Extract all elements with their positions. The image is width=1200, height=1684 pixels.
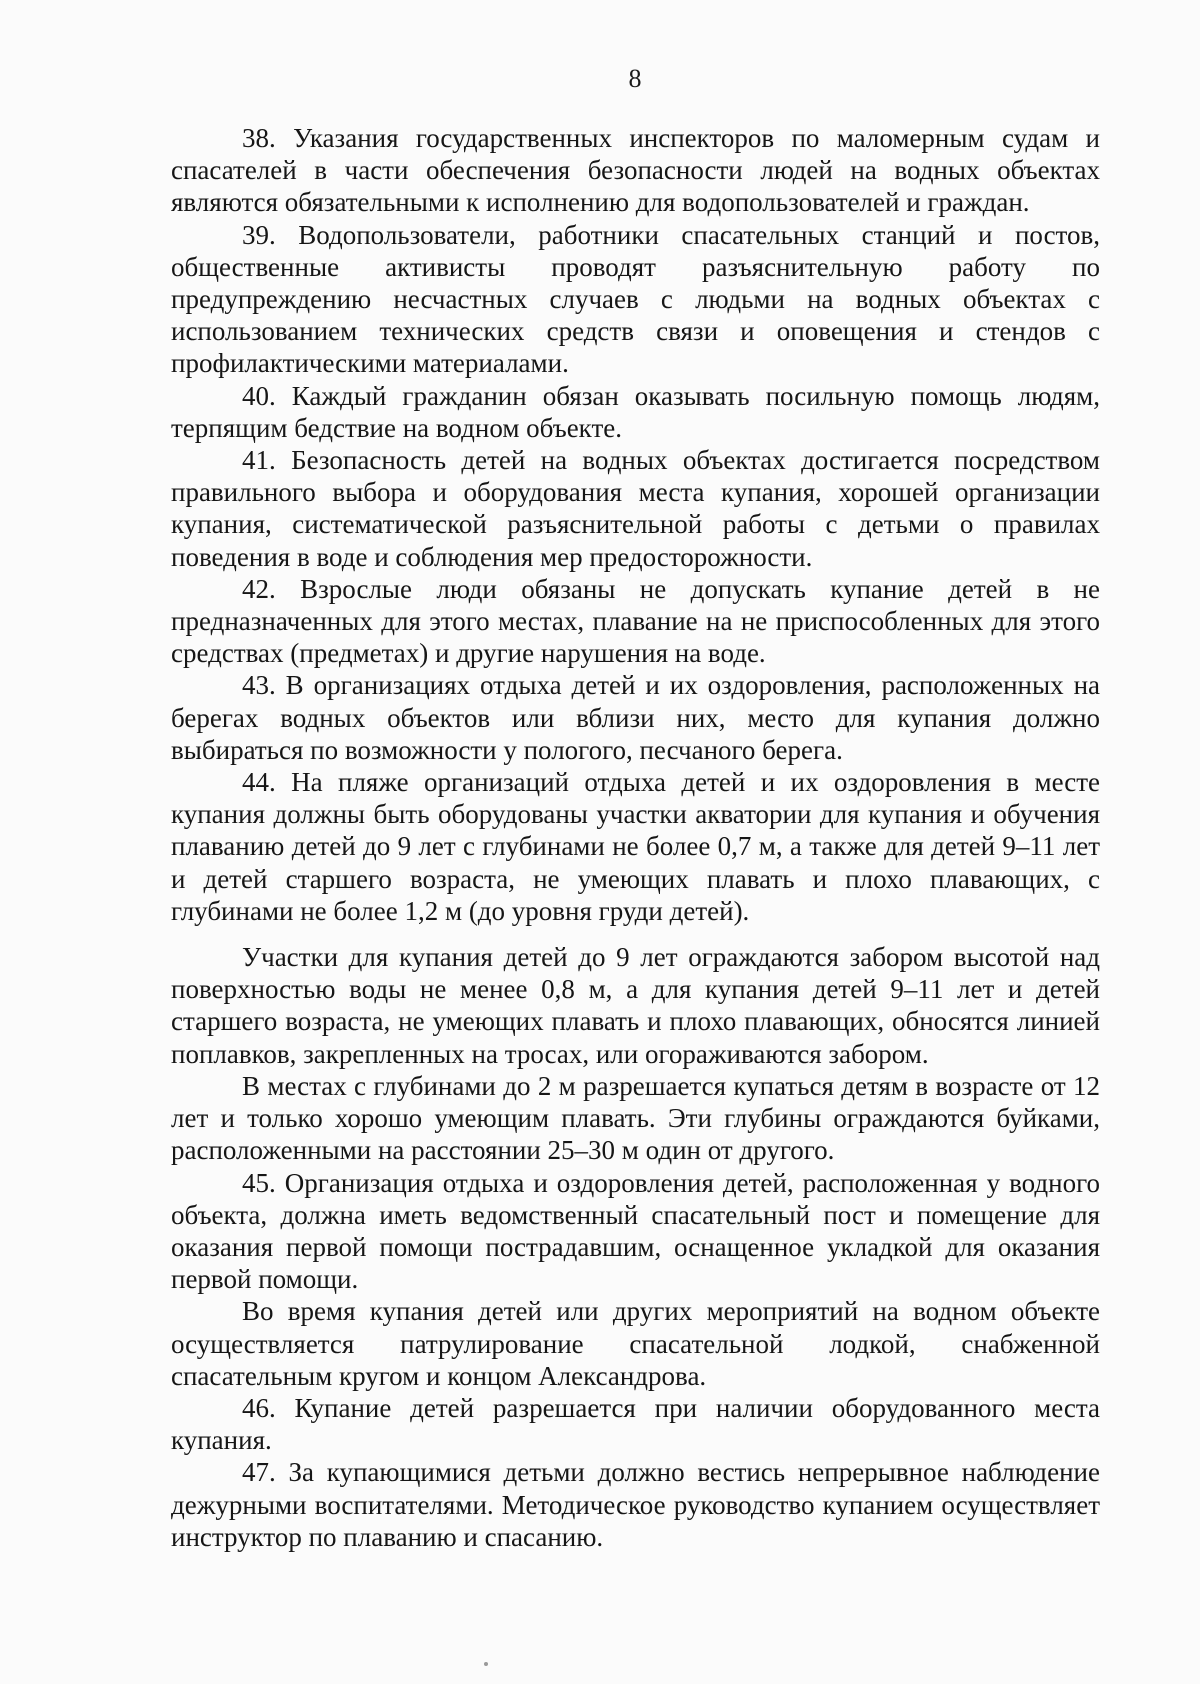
paragraph-43: 43. В организациях отдыха детей и их оздоровления, расположенных на берегах водных объектов или вблизи них, место для купания должно выбираться по возможности у пологого, песчаного берега. xyxy=(171,670,1100,765)
paragraph-41: 41. Безопасность детей на водных объектах достигается посредством правильного выбора и оборудования места купания, хорошей организации купания, систематической разъяснительной работы с детьми о правилах поведения в воде и соблюдения мер предосторожности. xyxy=(171,445,1100,572)
paragraph-46: 46. Купание детей разрешается при наличии оборудованного места купания. xyxy=(171,1392,1100,1456)
scan-dot xyxy=(484,1662,488,1666)
document-body xyxy=(171,122,1100,1553)
paragraph-39: 39. Водопользователи, работники спасательных станций и постов, общественные активисты проводят разъяснительную работу по предупреждению несчастных случаев с людьми на водных объектах с использованием технических средств связи и оповещения и стендов с профилактическими материалами. xyxy=(171,219,1100,379)
paragraph-40: 40. Каждый гражданин обязан оказывать посильную помощь людям, терпящим бедствие на водном объекте. xyxy=(171,380,1100,443)
paragraph-47: 47. За купающимися детьми должно вестись непрерывное наблюдение дежурными воспитателями. Методическое руководство купанием осуществляет инструктор по плаванию и спасанию. xyxy=(171,1457,1100,1552)
paragraph-38: 38. Указания государственных инспекторов по маломерным судам и спасателей в части обеспечения безопасности людей на водных объектах являются обязательными к исполнению для водопользователей и граждан. xyxy=(171,123,1100,218)
paragraph-44: 44. На пляже организаций отдыха детей и их оздоровления в месте купания должны быть оборудованы участки акватории для купания и обучения плаванию детей до 9 лет с глубинами не более 0,7 м, а также для детей 9–11 лет и детей старшего возраста, не умеющих плавать и плохо плавающих, с глубинами не более 1,2 м (до уровня груди детей). xyxy=(171,767,1100,926)
paragraph-45-sub-1: Во время купания детей или других мероприятий на водном объекте осуществляется патрулирование спасательной лодкой, снабженной спасательным кругом и концом Александрова. xyxy=(171,1296,1100,1391)
paragraph-45: 45. Организация отдыха и оздоровления детей, расположенная у водного объекта, должна иметь ведомственный спасательный пост и помещение для оказания первой помощи пострадавшим, оснащенное укладкой для оказания первой помощи. xyxy=(171,1167,1100,1295)
paragraph-44-sub-1: Участки для купания детей до 9 лет ограждаются забором высотой над поверхностью воды не менее 0,8 м, а для купания детей 9–11 лет и детей старшего возраста, не умеющих плавать и плохо плавающих, обносятся линией поплавков, закрепленных на тросах, или огораживаются забором. xyxy=(171,942,1100,1069)
page-number: 8 xyxy=(628,64,642,93)
paragraph-44-sub-2: В местах с глубинами до 2 м разрешается купаться детям в возрасте от 12 лет и только хорошо умеющим плавать. Эти глубины ограждаются буйками, расположенными на расстоянии 25–30 м один от другого. xyxy=(171,1070,1100,1166)
paragraph-42: 42. Взрослые люди обязаны не допускать купание детей в не предназначенных для этого местах, плавание на не приспособленных для этого средствах (предметах) и другие нарушения на воде. xyxy=(171,573,1100,669)
